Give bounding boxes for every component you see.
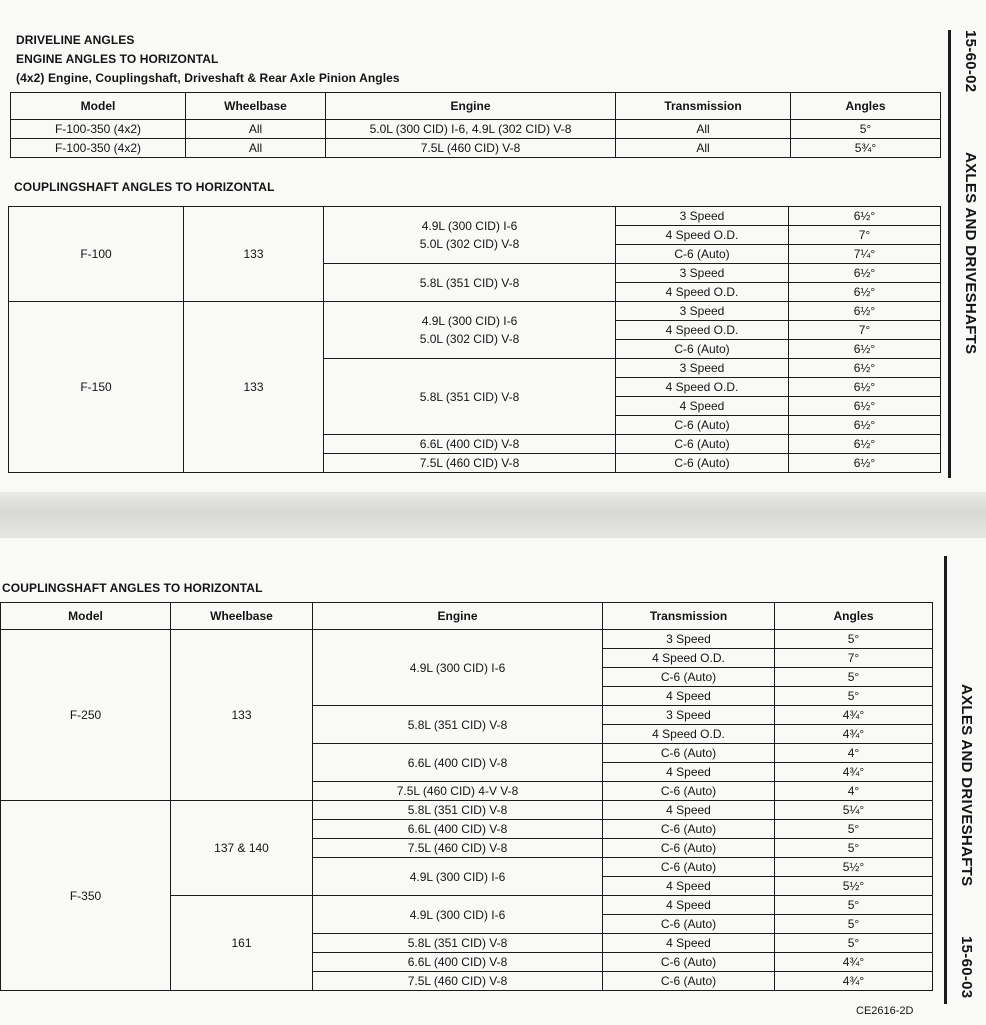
- table-header-row: [11, 93, 941, 120]
- transmission-cell: 4 Speed: [603, 896, 775, 915]
- engine-cell: [313, 953, 603, 972]
- transmission-cell: C-6 (Auto): [603, 915, 775, 934]
- transmission-cell: C-6 (Auto): [603, 972, 775, 991]
- angle-cell: 6½°: [789, 283, 941, 302]
- engine-label: 6.6L (400 CID) V-8: [407, 755, 508, 770]
- side-page-number: 15-60-02: [962, 30, 979, 93]
- engine-label: 7.5L (460 CID) 4-V V-8: [396, 784, 519, 798]
- table-row: [9, 302, 941, 321]
- page-edge-rule: [948, 30, 951, 478]
- figure-code: CE2616-2D: [856, 1005, 914, 1017]
- header-model: Model: [1, 603, 171, 630]
- model-cell: F-100-350 (4x2): [11, 139, 186, 158]
- transmission-cell: 3 Speed: [616, 359, 789, 378]
- header-angle: Angles: [775, 603, 933, 630]
- side-section-title: AXLES AND DRIVESHAFTS: [962, 152, 979, 355]
- angle-cell: 4¾°: [775, 706, 933, 725]
- angle-cell: 4¾°: [775, 763, 933, 782]
- transmission-cell: C-6 (Auto): [616, 454, 789, 473]
- angle-cell: 5°: [775, 896, 933, 915]
- angle-cell: 4°: [775, 782, 933, 801]
- table-row: [11, 120, 941, 139]
- angle-cell: 6½°: [789, 378, 941, 397]
- wheelbase-cell: 133: [184, 207, 324, 302]
- model-cell: F-100: [9, 207, 184, 302]
- header-wheelbase: Wheelbase: [171, 603, 313, 630]
- engine-label: 5.8L (351 CID) V-8: [419, 389, 520, 404]
- angle-cell: 6½°: [789, 397, 941, 416]
- header-engine: Engine: [326, 93, 616, 120]
- engine-label: 4.9L (300 CID) I-6: [421, 219, 518, 233]
- engine-label: 5.8L (351 CID) V-8: [419, 275, 520, 290]
- transmission-cell: 4 Speed O.D.: [616, 378, 789, 397]
- engine-cell: [324, 264, 616, 302]
- transmission-cell: C-6 (Auto): [603, 820, 775, 839]
- transmission-cell: C-6 (Auto): [603, 782, 775, 801]
- angle-cell: 6½°: [789, 359, 941, 378]
- angle-cell: 5°: [775, 687, 933, 706]
- angle-cell: 5¾°: [791, 139, 941, 158]
- transmission-cell: 4 Speed: [603, 763, 775, 782]
- engine-cell: [313, 782, 603, 801]
- header-transmission: Transmission: [616, 93, 791, 120]
- transmission-cell: C-6 (Auto): [616, 245, 789, 264]
- angle-cell: 6½°: [789, 207, 941, 226]
- engine-cell: 7.5L (460 CID) V-8: [326, 139, 616, 158]
- engine-cell: [313, 801, 603, 820]
- model-cell: F-150: [9, 302, 184, 473]
- engine-cell: [324, 435, 616, 454]
- wheelbase-cell: 133: [171, 630, 313, 801]
- transmission-cell: C-6 (Auto): [603, 744, 775, 763]
- engine-cell: [324, 302, 616, 359]
- angle-cell: 5¼°: [775, 801, 933, 820]
- book-gutter: [0, 492, 986, 538]
- transmission-cell: 3 Speed: [616, 207, 789, 226]
- table-row: [1, 801, 933, 820]
- engine-angles-heading: ENGINE ANGLES TO HORIZONTAL: [16, 52, 219, 66]
- angle-cell: 5°: [775, 630, 933, 649]
- engine-label: 5.8L (351 CID) V-8: [407, 717, 508, 732]
- engine-cell: 5.0L (300 CID) I-6, 4.9L (302 CID) V-8: [326, 120, 616, 139]
- transmission-cell: 4 Speed: [603, 877, 775, 896]
- angle-cell: 6½°: [789, 340, 941, 359]
- transmission-cell: 4 Speed: [603, 934, 775, 953]
- angle-cell: 7°: [789, 321, 941, 340]
- angle-cell: 5°: [775, 915, 933, 934]
- engine-label: 5.8L (351 CID) V-8: [407, 803, 508, 817]
- engine-cell: [313, 972, 603, 991]
- transmission-cell: 3 Speed: [616, 264, 789, 283]
- engine-label: 6.6L (400 CID) V-8: [407, 822, 508, 836]
- header-model: Model: [11, 93, 186, 120]
- top-page: [0, 0, 986, 492]
- transmission-cell: C-6 (Auto): [603, 668, 775, 687]
- transmission-cell: C-6 (Auto): [603, 839, 775, 858]
- wheelbase-cell: All: [186, 139, 326, 158]
- header-wheelbase: Wheelbase: [186, 93, 326, 120]
- engine-cell: [324, 207, 616, 264]
- side-section-title: AXLES AND DRIVESHAFTS: [958, 684, 975, 887]
- engine-label: 5.0L (302 CID) V-8: [419, 332, 520, 346]
- table-row: [11, 139, 941, 158]
- engine-angles-table: [10, 92, 941, 158]
- header-engine: Engine: [313, 603, 603, 630]
- angle-cell: 5½°: [775, 858, 933, 877]
- angle-cell: 4¾°: [775, 725, 933, 744]
- engine-label: 4.9L (300 CID) I-6: [421, 314, 518, 328]
- page-edge-rule: [944, 556, 947, 1004]
- engine-label: 7.5L (460 CID) V-8: [407, 974, 508, 988]
- transmission-cell: C-6 (Auto): [603, 858, 775, 877]
- engine-cell: [313, 858, 603, 896]
- transmission-cell: 3 Speed: [603, 706, 775, 725]
- transmission-cell: C-6 (Auto): [603, 953, 775, 972]
- transmission-cell: C-6 (Auto): [616, 340, 789, 359]
- engine-label: 6.6L (400 CID) V-8: [419, 437, 520, 451]
- model-cell: F-350: [1, 801, 171, 991]
- angle-cell: 4¾°: [775, 972, 933, 991]
- engine-cell: [324, 359, 616, 435]
- engine-cell: [324, 454, 616, 473]
- couplingshaft-angles-table-top: [8, 206, 941, 473]
- engine-cell: [313, 744, 603, 782]
- angle-cell: 5½°: [775, 877, 933, 896]
- page-heading: COUPLINGSHAFT ANGLES TO HORIZONTAL: [2, 581, 263, 595]
- table-header-row: [1, 603, 933, 630]
- engine-cell: [313, 820, 603, 839]
- model-cell: F-100-350 (4x2): [11, 120, 186, 139]
- angle-cell: 6½°: [789, 454, 941, 473]
- angle-cell: 5°: [775, 934, 933, 953]
- engine-label: 5.8L (351 CID) V-8: [407, 936, 508, 950]
- side-page-number: 15-60-03: [958, 936, 975, 999]
- wheelbase-cell: 137 & 140: [171, 801, 313, 896]
- angle-cell: 4°: [775, 744, 933, 763]
- transmission-cell: C-6 (Auto): [616, 435, 789, 454]
- transmission-cell: C-6 (Auto): [616, 416, 789, 435]
- engine-cell: [313, 839, 603, 858]
- engine-label: 6.6L (400 CID) V-8: [407, 955, 508, 969]
- couplingshaft-heading: COUPLINGSHAFT ANGLES TO HORIZONTAL: [14, 180, 275, 194]
- wheelbase-cell: 161: [171, 896, 313, 991]
- angle-cell: 5°: [775, 839, 933, 858]
- angle-cell: 5°: [791, 120, 941, 139]
- engine-label: 4.9L (300 CID) I-6: [409, 869, 506, 884]
- header-transmission: Transmission: [603, 603, 775, 630]
- angle-cell: 7°: [775, 649, 933, 668]
- header-angle: Angles: [791, 93, 941, 120]
- transmission-cell: All: [616, 120, 791, 139]
- wheelbase-cell: All: [186, 120, 326, 139]
- engine-label: 7.5L (460 CID) V-8: [407, 841, 508, 855]
- transmission-cell: All: [616, 139, 791, 158]
- angle-cell: 7¼°: [789, 245, 941, 264]
- engine-cell: [313, 896, 603, 934]
- wheelbase-cell: 133: [184, 302, 324, 473]
- couplingshaft-angles-table-bottom: [0, 602, 933, 991]
- angle-cell: 7°: [789, 226, 941, 245]
- engine-table-caption: (4x2) Engine, Couplingshaft, Driveshaft & Rear Axle Pinion Angles: [16, 71, 400, 85]
- engine-cell: [313, 706, 603, 744]
- transmission-cell: 4 Speed: [616, 397, 789, 416]
- model-cell: F-250: [1, 630, 171, 801]
- engine-label: 4.9L (300 CID) I-6: [409, 907, 506, 922]
- table-row: [9, 207, 941, 226]
- angle-cell: 6½°: [789, 416, 941, 435]
- angle-cell: 5°: [775, 668, 933, 687]
- angle-cell: 4¾°: [775, 953, 933, 972]
- transmission-cell: 4 Speed: [603, 801, 775, 820]
- transmission-cell: 4 Speed O.D.: [616, 321, 789, 340]
- transmission-cell: 3 Speed: [603, 630, 775, 649]
- transmission-cell: 4 Speed O.D.: [603, 649, 775, 668]
- transmission-cell: 4 Speed: [603, 687, 775, 706]
- table-row: [1, 630, 933, 649]
- transmission-cell: 4 Speed O.D.: [603, 725, 775, 744]
- engine-label: 7.5L (460 CID) V-8: [419, 456, 520, 470]
- transmission-cell: 4 Speed O.D.: [616, 283, 789, 302]
- engine-cell: [313, 630, 603, 706]
- angle-cell: 6½°: [789, 264, 941, 283]
- angle-cell: 6½°: [789, 302, 941, 321]
- bottom-page: [0, 538, 986, 1025]
- transmission-cell: 4 Speed O.D.: [616, 226, 789, 245]
- engine-cell: [313, 934, 603, 953]
- engine-label: 4.9L (300 CID) I-6: [409, 660, 506, 675]
- angle-cell: 5°: [775, 820, 933, 839]
- page-heading: DRIVELINE ANGLES: [16, 33, 135, 47]
- angle-cell: 6½°: [789, 435, 941, 454]
- transmission-cell: 3 Speed: [616, 302, 789, 321]
- engine-label: 5.0L (302 CID) V-8: [419, 237, 520, 251]
